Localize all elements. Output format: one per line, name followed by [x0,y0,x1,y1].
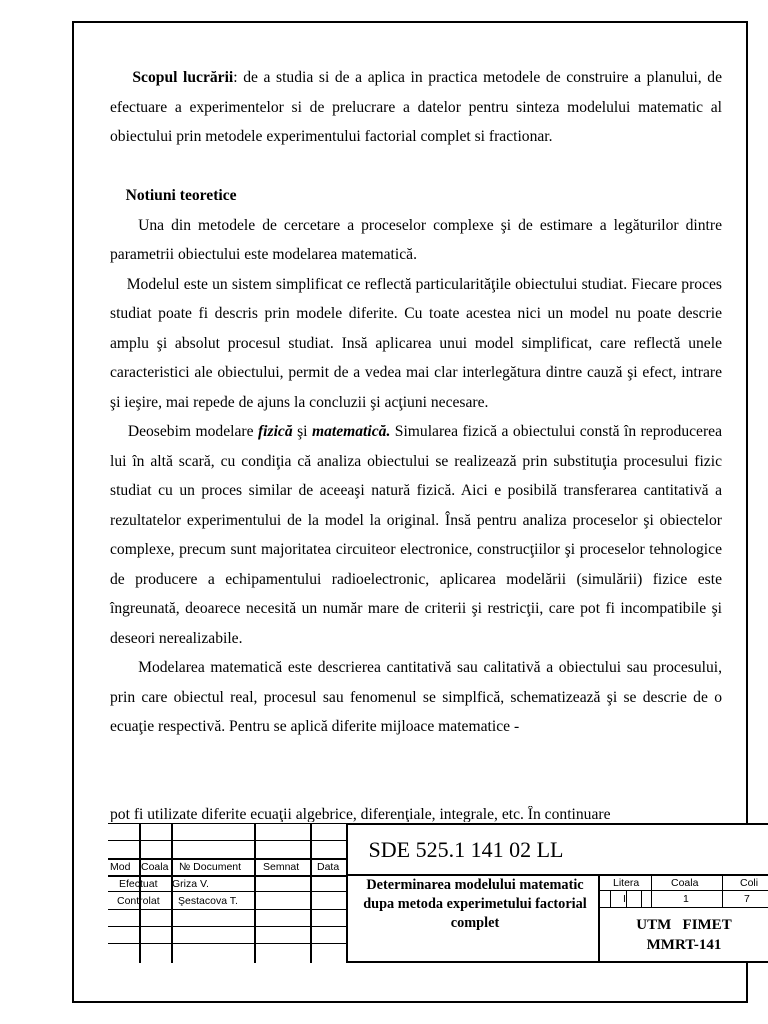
document-designation: SDE 525.1 141 02 LL [368,837,564,862]
row-controlat-label: Controlat [117,895,160,907]
organization-line-2: MMRT-141 [646,937,722,953]
organization-line-1: UTM FIMET [636,917,732,933]
section-heading: Notiuni teoretice [125,187,237,204]
litera-label: Litera [613,877,640,889]
scope-label: Scopul lucrării [132,69,234,86]
scope-paragraph [110,63,722,152]
header-data: Data [317,861,340,873]
emphasis-fizica: fizică [257,423,293,440]
header-semnat: Semnat [263,861,300,873]
emphasis-matematica: matematică. [311,423,391,440]
scope-text: : de a studia si de a aplica in practica metodele de construire a planului, de efectuare a experimentelor si de prelucrare a datelor pentru sinteza modelului matematic al obiectului prin metodele experimentului factorial complet si fractionar. [110,69,722,145]
paragraph-4: Modelarea matematică este descrierea cantitativă sau calitativă a obiectului sau procesului, prin care obiectul real, procesul sau fenomenul se simplfică, schematizează şi se descrie de o ecuaţie respectivă. Pentru se aplică diferite mijloace matematice - [110,659,722,735]
paragraph-3: Deosebim modelare fizică şi matematică. Simularea fizică a obiectului constă în reproducerea lui în altă scară, cu condiţia că analiza obiectului se realizează prin substituţia procesului fizic studiat cu un proces similar de aceeaşi natură fizică. Aici e posibilă transferarea cantitativă a rezultatelor experimentului de la model la original. Însă pentru analiza proceselor şi obiectelor complexe, precum sunt majoritatea circuiteor electronice, construcţiilor şi proceselor tehnologice de producere a echipamentului radioelectronic, aplicarea modelării (simulării) fizice este îngreunată, deoarece necesită un număr mare de criterii şi restricţii, care pot fi incompatibile şi deseori nerealizabile. [110,423,722,647]
coala-label: Coala [671,877,699,889]
paragraph-2: Modelul este un sistem simplificat ce reflectă particularităţile obiectului studiat. Fiecare proces studiat poate fi descris prin modele diferite. Cu toate acestea nici un model nu poate descrie amplu şi absolut procesul studiat. Insă aplicarea unui model simplificat, care reflectă unele caracteristici ale obiectului, permit de a vedea mai clar interlegătura dintre cauză şi efect, intrare şi ieşire, mai repede de ajuns la concluzii şi acţiuni necesare. [110,275,723,411]
coala-value: 1 [683,893,689,905]
row-efectuat-name: Griza V. [172,878,209,890]
document-body [110,63,722,742]
overflow-text-line: pot fi utilizate diferite ecuaţii algebrice, diferenţiale, integrale, etc. În continuare [110,806,611,822]
document-title: Determinarea modelului matematic dupa metoda experimetului factorial complet [363,877,587,931]
title-block [108,823,768,963]
litera-value: I [623,893,626,905]
paragraph-1: Una din metodele de cercetare a proceselor complexe şi de estimare a legăturilor dintre parametrii obiectului este modelarea matematică. [110,216,722,263]
header-mod: Mod [110,861,131,873]
organization [600,915,768,955]
header-coala: Coala [141,861,169,873]
header-document: № Document [179,861,242,873]
coli-label: Coli [740,877,759,889]
coli-value: 7 [744,893,750,905]
row-efectuat-label: Efectuat [119,878,158,890]
row-controlat-name: Şestacova T. [178,895,238,907]
